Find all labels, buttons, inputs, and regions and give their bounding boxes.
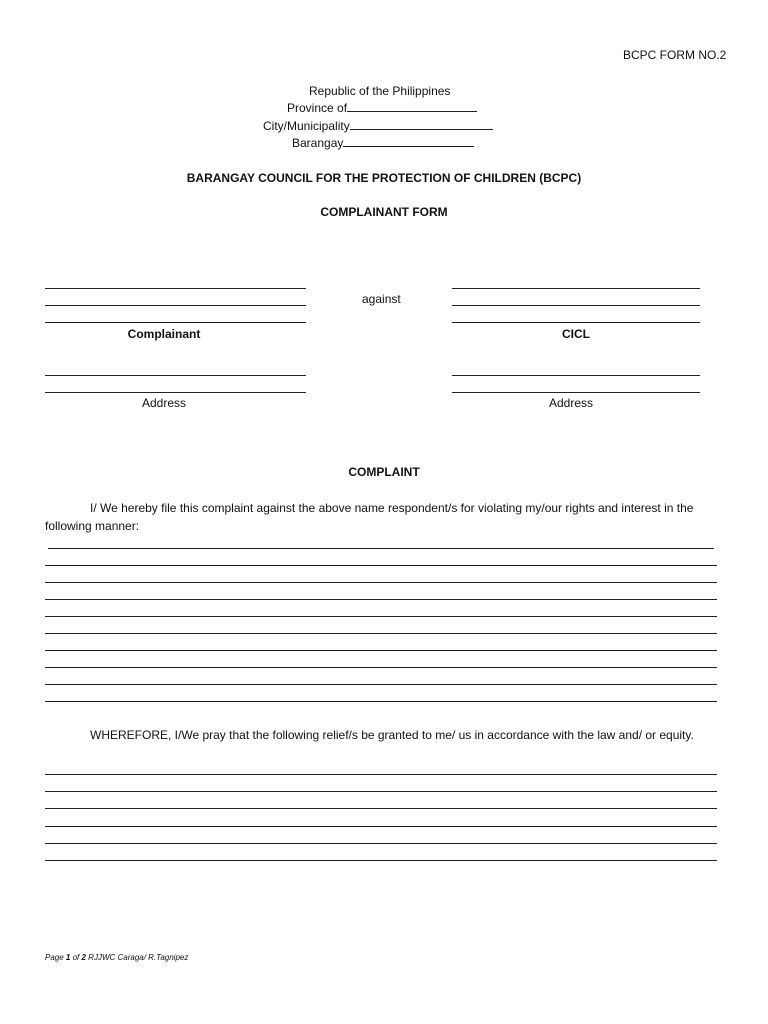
city-field[interactable] xyxy=(350,128,493,130)
complaint-line[interactable] xyxy=(45,650,717,651)
council-title: BARANGAY COUNCIL FOR THE PROTECTION OF CHILDREN (BCPC) xyxy=(186,171,582,185)
complaint-heading: COMPLAINT xyxy=(348,465,420,479)
cicl-line-1[interactable] xyxy=(452,288,700,289)
footer-page-num: 1 xyxy=(65,953,71,962)
province-row xyxy=(287,101,477,115)
complaint-line[interactable] xyxy=(45,701,717,702)
cicl-address-line-2[interactable] xyxy=(452,392,700,393)
barangay-label: Barangay xyxy=(292,136,344,150)
complainant-address-line-2[interactable] xyxy=(45,392,306,393)
city-label: City/Municipality xyxy=(263,119,350,133)
complainant-address-line-1[interactable] xyxy=(45,375,306,376)
barangay-field[interactable] xyxy=(343,145,474,147)
complainant-address-label: Address xyxy=(141,396,187,410)
relief-line[interactable] xyxy=(45,826,717,827)
city-row xyxy=(263,119,493,133)
complaint-line[interactable] xyxy=(45,667,717,668)
relief-line[interactable] xyxy=(45,774,717,775)
complaint-line[interactable] xyxy=(45,599,717,600)
complaint-statement: I/ We hereby file this complaint against the above name respondent/s for violating my/our rights and interest in the following manner: xyxy=(45,501,694,533)
cicl-line-3[interactable] xyxy=(452,322,700,323)
page-footer xyxy=(45,953,188,962)
form-number: BCPC FORM NO.2 xyxy=(623,48,727,62)
complaint-line[interactable] xyxy=(45,684,717,685)
cicl-address-label: Address xyxy=(548,396,594,410)
complaint-line[interactable] xyxy=(48,548,714,549)
complainant-line-3[interactable] xyxy=(45,322,306,323)
against-label: against xyxy=(362,292,401,306)
cicl-address-line-1[interactable] xyxy=(452,375,700,376)
form-title: COMPLAINANT FORM xyxy=(320,205,448,219)
footer-credit: RJJWC Caraga/ R.Tagnipez xyxy=(85,953,189,962)
complainant-line-1[interactable] xyxy=(45,288,306,289)
relief-line[interactable] xyxy=(45,791,717,792)
complainant-label: Complainant xyxy=(127,327,201,341)
complaint-line[interactable] xyxy=(45,565,717,566)
cicl-line-2[interactable] xyxy=(452,305,700,306)
footer-page-prefix: Page xyxy=(45,953,66,962)
footer-page-of: of xyxy=(70,953,82,962)
cicl-label: CICL xyxy=(562,327,590,341)
relief-line[interactable] xyxy=(45,843,717,844)
province-field[interactable] xyxy=(347,110,477,112)
barangay-row xyxy=(292,136,474,150)
complainant-line-2[interactable] xyxy=(45,305,306,306)
relief-line[interactable] xyxy=(45,808,717,809)
footer-page-total: 2 xyxy=(81,953,86,962)
complaint-line[interactable] xyxy=(45,582,717,583)
province-label: Province of xyxy=(287,101,348,115)
complaint-line[interactable] xyxy=(45,616,717,617)
complaint-line[interactable] xyxy=(45,633,717,634)
relief-line[interactable] xyxy=(45,860,717,861)
wherefore-statement: WHEREFORE, I/We pray that the following relief/s be granted to me/ us in accordance with the law and/ or equity. xyxy=(90,728,694,742)
republic-label: Republic of the Philippines xyxy=(309,84,451,98)
